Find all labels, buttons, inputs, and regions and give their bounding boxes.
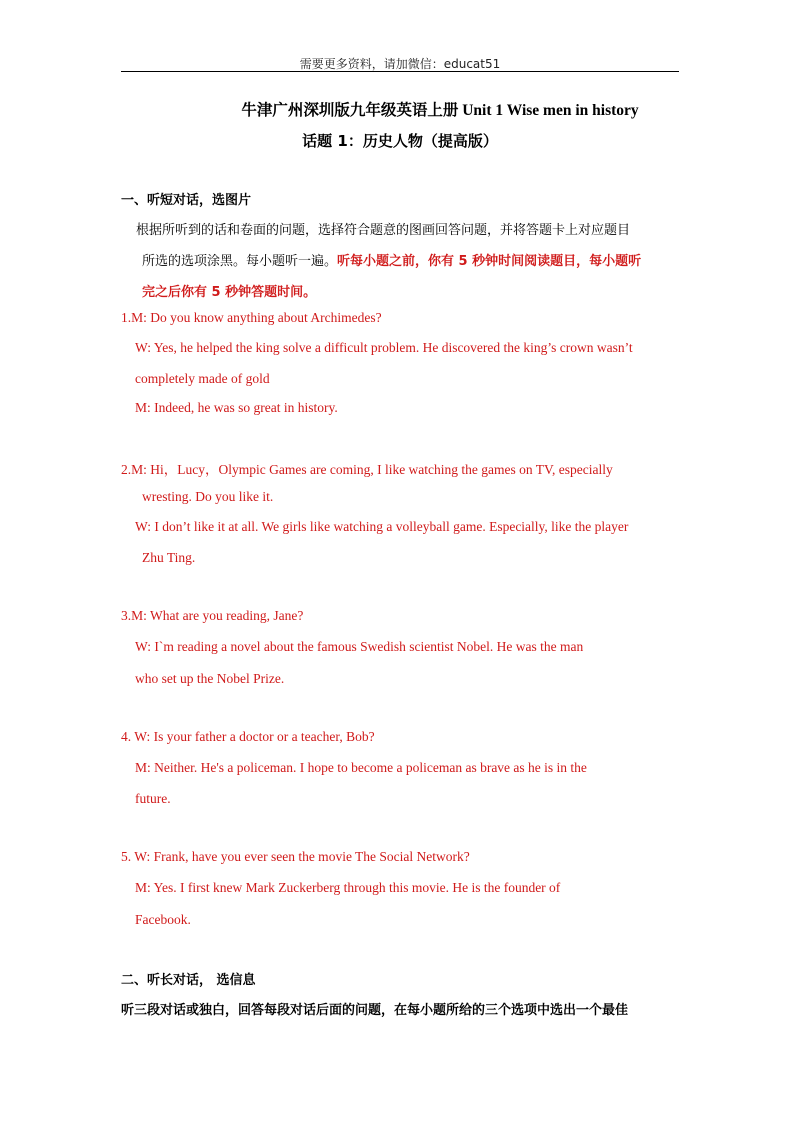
dialogue1-line4: M: Indeed, he was so great in history. xyxy=(135,400,338,415)
dialogue5-line1: 5. W: Frank, have you ever seen the movie The Social Network? xyxy=(121,849,470,864)
section1-instruction-line2 xyxy=(142,250,641,269)
page-header: 需要更多资料，请加微信：educat51 xyxy=(299,57,501,71)
instruction-red-text: 听每小题之前，你有 5 秒钟时间阅读题目，每小题听 xyxy=(337,254,642,269)
dialogue2-line3: W: I don’t like it at all. We girls like watching a volleyball game. Especially, like the player xyxy=(135,519,629,534)
dialogue5-line2: M: Yes. I first knew Mark Zuckerberg through this movie. He is the founder of xyxy=(135,880,561,895)
instruction-black-text: 所选的选项涂黑。每小题听一遍。 xyxy=(142,254,338,269)
section1-instruction-line1: 根据所听到的话和卷面的问题，选择符合题意的图画回答问题，并将答题卡上对应题目 xyxy=(136,223,631,238)
document-subtitle: 话题 1：历史人物（提高版） xyxy=(302,132,498,150)
dialogue3-line3: who set up the Nobel Prize. xyxy=(135,671,285,686)
section2-instruction-line1: 听三段对话或独白，回答每段对话后面的问题，在每小题所给的三个选项中选出一个最佳 xyxy=(121,1003,629,1018)
dialogue4-line1: 4. W: Is your father a doctor or a teacher, Bob? xyxy=(121,729,375,744)
dialogue5-line3: Facebook. xyxy=(135,912,191,927)
dialogue2-line2: wresting. Do you like it. xyxy=(142,489,274,504)
dialogue4-line3: future. xyxy=(135,791,171,806)
dialogue3-line1: 3.M: What are you reading, Jane? xyxy=(121,608,304,623)
dialogue1-line2: W: Yes, he helped the king solve a difficult problem. He discovered the king’s crown wasn’t xyxy=(135,340,633,355)
section2-heading: 二、听长对话， 选信息 xyxy=(121,973,256,988)
document-title: 牛津广州深圳版九年级英语上册 Unit 1 Wise men in history xyxy=(241,102,639,119)
header-divider xyxy=(121,71,679,72)
dialogue2-line4: Zhu Ting. xyxy=(142,550,196,565)
dialogue4-line2: M: Neither. He's a policeman. I hope to become a policeman as brave as he is in the xyxy=(135,760,587,775)
dialogue1-line3: completely made of gold xyxy=(135,371,270,386)
section1-heading: 一、听短对话，选图片 xyxy=(121,193,252,208)
dialogue3-line2: W: I`m reading a novel about the famous Swedish scientist Nobel. He was the man xyxy=(135,639,584,654)
section1-instruction-line3: 完之后你有 5 秒钟答题时间。 xyxy=(142,285,317,300)
dialogue2-line1: 2.M: Hi，Lucy，Olympic Games are coming, I like watching the games on TV, especially xyxy=(121,462,613,477)
dialogue1-line1: 1.M: Do you know anything about Archimedes? xyxy=(121,310,382,325)
